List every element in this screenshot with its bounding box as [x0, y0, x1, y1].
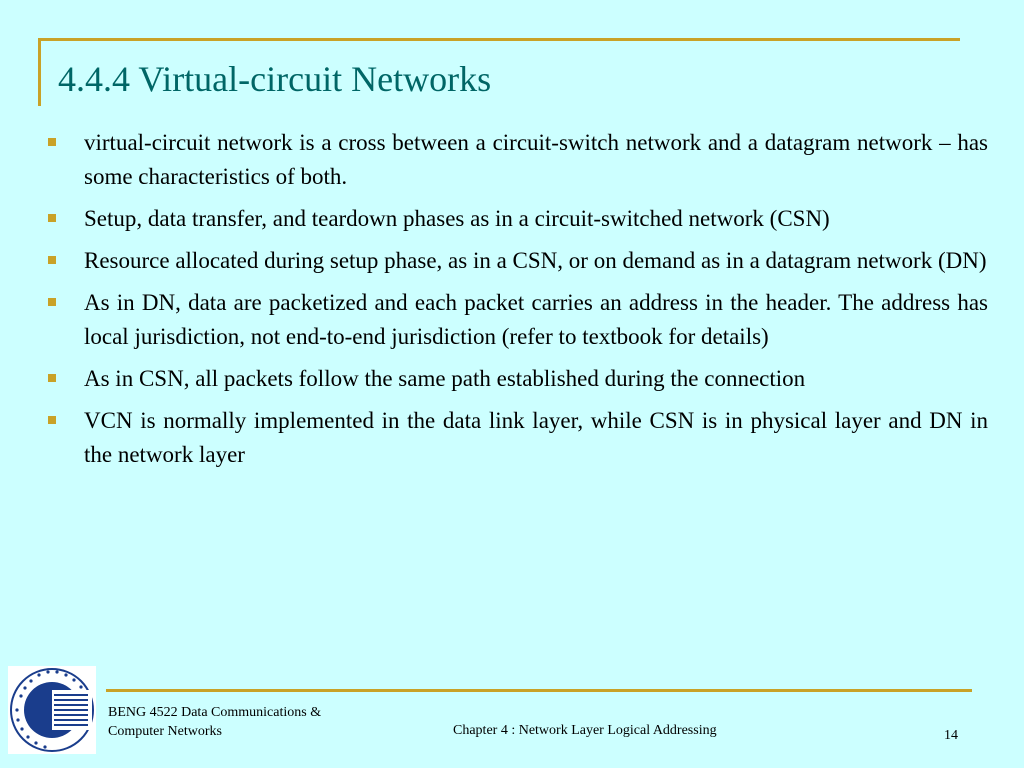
bullet-text: As in CSN, all packets follow the same path established during the connection: [84, 366, 806, 391]
bullet-item: [48, 404, 988, 472]
slide-title: 4.4.4 Virtual-circuit Networks: [58, 59, 492, 99]
university-seal-logo: [8, 666, 96, 754]
bullet-text: Setup, data transfer, and teardown phases as in a circuit-switched network (CSN): [84, 206, 830, 231]
footer-course-line-1: BENG 4522 Data Communications &: [108, 705, 322, 720]
footer-chapter: Chapter 4 : Network Layer Logical Addressing: [453, 723, 717, 738]
square-bullet-icon: [48, 298, 56, 306]
bullet-item: [48, 126, 988, 194]
bullet-text: VCN is normally implemented in the data link layer, while CSN is in physical layer and DN in the network layer: [84, 408, 988, 467]
footer-rule: [106, 689, 972, 692]
square-bullet-icon: [48, 138, 56, 146]
bullet-item: [48, 362, 988, 396]
square-bullet-icon: [48, 416, 56, 424]
bullet-text: As in DN, data are packetized and each packet carries an address in the header. The address has local jurisdiction, not end-to-end jurisdiction (refer to textbook for details): [84, 290, 988, 349]
footer-course-name: [108, 703, 321, 741]
square-bullet-icon: [48, 214, 56, 222]
bullet-item: [48, 244, 988, 278]
title-frame-top-rule: [38, 38, 960, 41]
bullet-item: [48, 202, 988, 236]
square-bullet-icon: [48, 374, 56, 382]
title-frame-left-rule: [38, 38, 41, 106]
page-number: 14: [944, 728, 958, 743]
bullet-text: virtual-circuit network is a cross between a circuit-switch network and a datagram network – has some characteristics of both.: [84, 130, 988, 189]
bullet-item: [48, 286, 988, 354]
square-bullet-icon: [48, 256, 56, 264]
bullet-text: Resource allocated during setup phase, as in a CSN, or on demand as in a datagram network (DN): [84, 248, 987, 273]
footer-course-line-2: Computer Networks: [108, 724, 222, 739]
bullet-list: [48, 126, 988, 480]
